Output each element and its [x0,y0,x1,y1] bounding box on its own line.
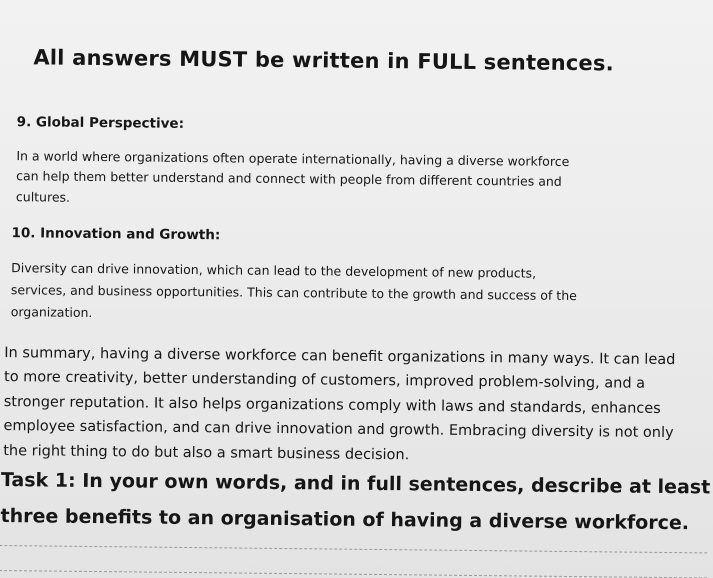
summary-line-3: stronger reputation. It also helps organizations comply with laws and standards, enhances [3,394,661,417]
task-prompt-line-2: three benefits to an organisation of having a diverse workforce. [0,505,690,535]
section-10-line-2: services, and business opportunities. This can contribute to the growth and success of the [10,282,577,304]
section-10-line-1: Diversity can drive innovation, which can lead to the development of new products, [11,260,537,281]
summary-line-4: employee satisfaction, and can drive innovation and growth. Embracing diversity is not only [3,418,674,442]
summary-line-2: to more creativity, better understanding of customers, improved problem-solving, and a [3,369,646,392]
section-10-line-3: organization. [10,304,93,320]
section-10-heading: 10. Innovation and Growth: [11,225,221,244]
summary-line-5: the right thing to do but also a smart business decision. [3,443,410,464]
answer-line-2 [0,570,707,578]
section-9-line-1: In a world where organizations often operate internationally, having a diverse workforce [16,148,570,169]
summary-line-1: In summary, having a diverse workforce can benefit organizations in many ways. It can lead [4,345,676,369]
section-9-line-2: can help them better understand and connect with people from different countries and [16,168,562,189]
instructions-heading: All answers MUST be written in FULL sentences. [33,45,614,76]
section-9-heading: 9. Global Perspective: [16,114,185,132]
answer-line-1 [0,545,707,553]
task-prompt-line-1: Task 1: In your own words, and in full sentences, describe at least [0,469,711,499]
section-9-line-3: cultures. [15,189,71,205]
